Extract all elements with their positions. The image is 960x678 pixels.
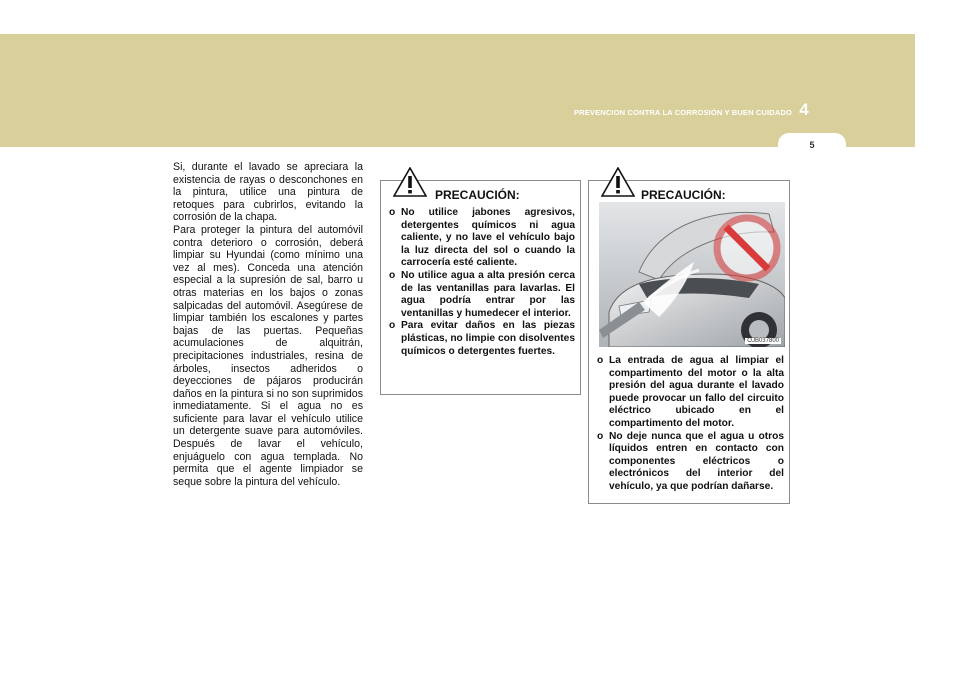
image-code: OJB037800 [747,338,779,344]
caution-item: o No deje nunca que el agua u otros líquidos entren en contacto con componentes eléctricos o electrónicos del interior del vehículo, ya que podrían dañarse. [597,430,784,492]
caution-box-engine [588,180,790,504]
caution-box-washing [380,180,581,395]
caution-title: PRECAUCIÓN: [435,188,520,202]
paragraph-paint-protection: Para proteger la pintura del automóvil contra deterioro o corrosión, deberá limpiar su Hyundai (como mínimo una vez al mes). Conceda una atención especial a la supresión de sal, barro u otras materias en los bajos o zonas salpicadas del automóvil. Asegúrese de limpiar también los escalones y partes bajas de las puertas. Pequeñas acumulaciones de alquitrán, precipitaciones industriales, resina de árboles, insectos adheridos o deyecciones de pájaros producirán daños en la pintura si no son suprimidos inmediatamente. Si el agua no es suficiente para lavar el vehículo utilice un detergente suave para automóviles. Después de lavar el vehículo, enjuáguelo con agua templada. No permita que el agente limpiador se seque sobre la pintura del vehículo. [173,223,363,488]
warning-triangle-icon [393,167,427,197]
chapter-number: 4 [799,100,809,119]
engine-wash-illustration [599,202,785,347]
header-band [0,34,915,147]
caution-list [389,207,575,358]
caution-list [597,355,784,494]
caution-item: o No utilice agua a alta presión cerca de las ventanillas para lavarlas. El agua podría entrar por las ventanillas y humedecer el interior. [389,269,575,319]
page-number: 5 [809,140,815,150]
caution-title: PRECAUCIÓN: [641,188,726,202]
body-text-column [173,161,363,488]
car-engine-image [599,202,785,347]
caution-item: o La entrada de agua al limpiar el compartimento del motor o la alta presión del agua durante el lavado puede provocar un fallo del circuito eléctrico ubicado en el compartimento del motor. [597,355,784,429]
caution-item: o Para evitar daños en las piezas plásticas, no limpie con disolventes químicos o detergentes fuertes. [389,320,575,357]
paragraph-touch-up: Si, durante el lavado se apreciara la existencia de rayas o desconchones en la pintura, utilice una pintura de retoques para cubrirlos, evitando la corrosión de la chapa. [173,161,363,224]
caution-item: o No utilice jabones agresivos, detergentes químicos ni agua caliente, y no lave el vehículo bajo la luz directa del sol o cuando la carrocería esté caliente. [389,207,575,269]
warning-triangle-icon [601,167,635,197]
section-title: PREVENCION CONTRA LA CORROSIÓN Y BUEN CUIDADO [574,108,792,117]
